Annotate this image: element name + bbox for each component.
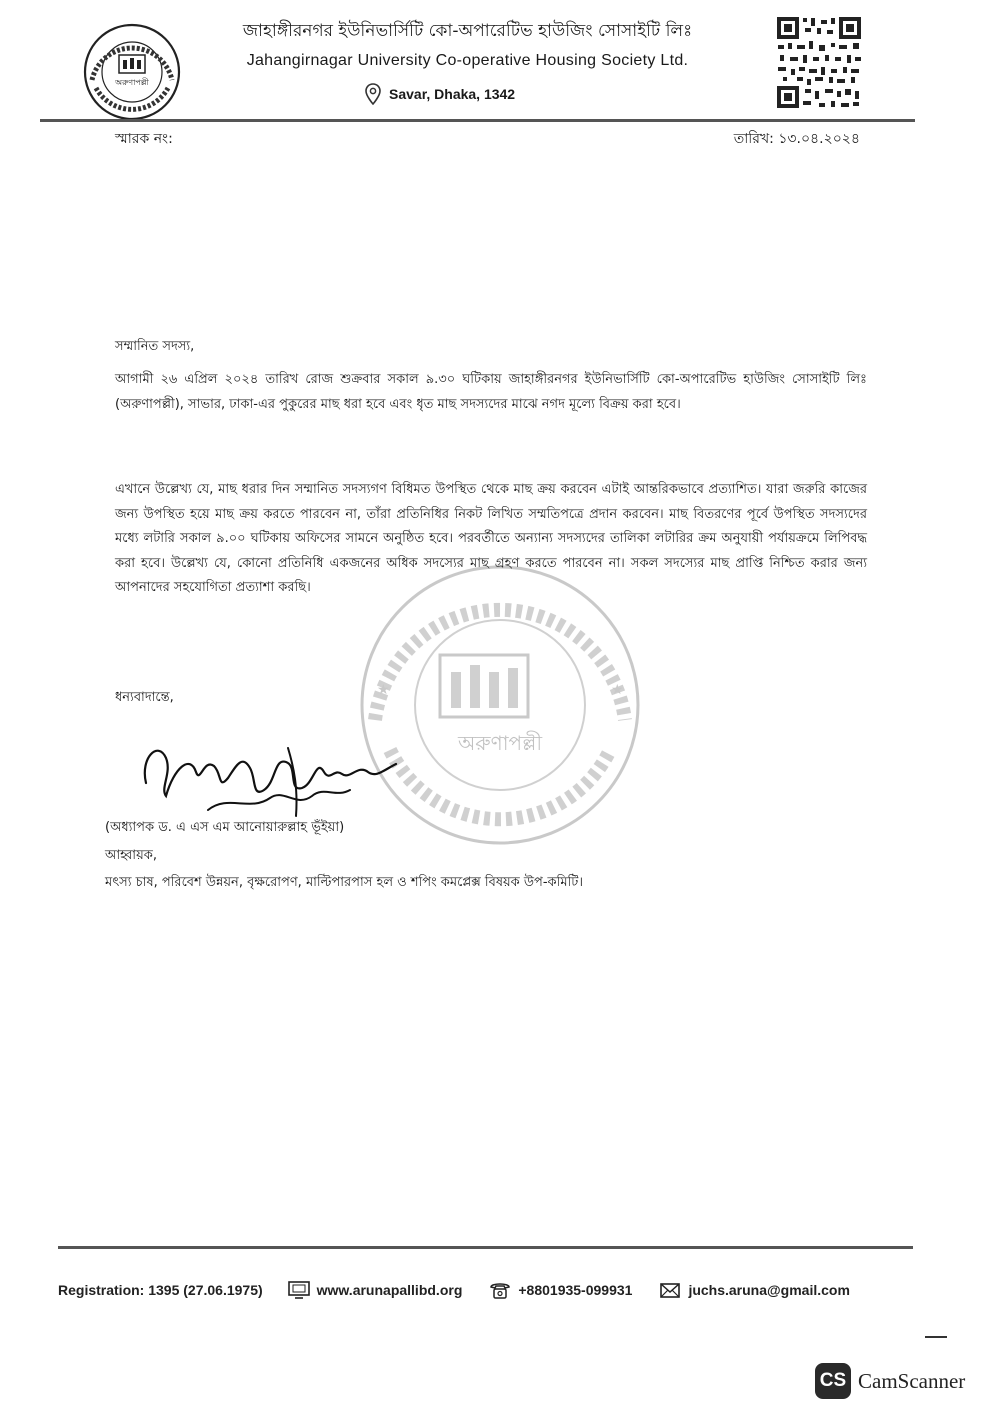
telephone-icon: [488, 1280, 512, 1300]
phone-number[interactable]: +8801935-099931: [518, 1282, 633, 1298]
map-pin-icon: [365, 83, 381, 105]
registration-info: Registration: 1395 (27.06.1975): [58, 1282, 263, 1298]
org-name-bengali: জাহাঙ্গীরনগর ইউনিভার্সিটি কো-অপারেটিভ হাউজিং সোসাইটি লিঃ: [242, 21, 693, 41]
footer-contact-bar: [58, 1275, 938, 1305]
camscanner-watermark: [815, 1363, 965, 1399]
address-row: [365, 82, 515, 106]
header-divider: [40, 119, 915, 122]
website-link[interactable]: www.arunapallibd.org: [316, 1282, 463, 1298]
signatory-name: (অধ্যাপক ড. এ এস এম আনোয়ারুল্লাহ ভূঁইয়া): [105, 820, 345, 835]
signatory-title: আহ্বায়ক,: [105, 848, 157, 863]
salutation: সম্মানিত সদস্য,: [115, 339, 195, 354]
svg-text:★: ★: [377, 682, 390, 698]
monitor-icon: [287, 1280, 311, 1300]
logo-text: অরুণাপল্লী: [115, 78, 149, 87]
reference-number-label: স্মারক নং:: [115, 131, 173, 147]
handwritten-signature: [138, 728, 403, 823]
seal-text: অরুণাপল্লী: [457, 731, 543, 755]
society-logo: [82, 22, 182, 122]
phone-item: [488, 1280, 632, 1300]
address-text: Savar, Dhaka, 1342: [389, 86, 516, 102]
letter-paragraph-1: আগামী ২৬ এপ্রিল ২০২৪ তারিখ রোজ শুক্রবার সকাল ৯.৩০ ঘটিকায় জাহাঙ্গীরনগর ইউনিভার্সিটি কো-অপারেটিভ হাউজিং সোসাইটি লিঃ (অরুণাপল্লী), সাভার, ঢাকা-এর পুকুরের মাছ ধরা হবে এবং ধৃত মাছ সদস্যদের মাঝে নগদ মূল্যে বিক্রয় করা হবে।: [115, 372, 867, 412]
envelope-icon: [658, 1280, 682, 1300]
footer-divider: [58, 1246, 913, 1249]
website-item: [287, 1280, 463, 1300]
letter-date: তারিখ: ১৩.০৪.২০২৪: [733, 131, 860, 147]
closing: ধন্যবাদান্তে,: [115, 690, 174, 705]
svg-text:★: ★: [611, 682, 624, 698]
qr-code: [775, 15, 863, 110]
signatory-committee: মৎস্য চাষ, পরিবেশ উন্নয়ন, বৃক্ষরোপণ, মাল্টিপারপাস হল ও শপিং কমপ্লেক্স বিষয়ক উপ-কমিটি।: [105, 875, 584, 890]
camscanner-label: CamScanner: [858, 1368, 966, 1393]
email-item: [658, 1280, 849, 1300]
camscanner-logo-icon: CS: [815, 1363, 851, 1399]
page-mark: [925, 1336, 947, 1338]
org-name-english: Jahangirnagar University Co-operative Housing Society Ltd.: [246, 52, 689, 69]
email-address[interactable]: juchs.aruna@gmail.com: [688, 1282, 850, 1298]
letter-paragraph-2: এখানে উল্লেখ্য যে, মাছ ধরার দিন সম্মানিত সদস্যগণ বিধিমত উপস্থিত থেকে মাছ ক্রয় করবেন এটাই আন্তরিকভাবে প্রত্যাশিত। যারা জরুরি কাজের জন্য উপস্থিত হয়ে মাছ ক্রয় করতে পারবেন না, তাঁরা প্রতিনিধির নিকট লিখিত সম্মতিপত্রে প্রদান করবেন। মাছ বিতরণের পূর্বে উপস্থিত সদস্যদের মধ্যে লটারি সকাল ৯.০০ ঘটিকায় অফিসের সামনে অনুষ্ঠিত হবে। পরবর্তীতে অন্যান্য সদস্যদের তালিকা লটারির ক্রম অনুযায়ী পর্যায়ক্রমে লিপিবদ্ধ করা হবে। উল্লেখ্য যে, কোনো প্রতিনিধি একজনের অধিক সদস্যের মাছ গ্রহণ করতে পারবেন না। সকল সদস্যের মাছ প্রাপ্তি নিশ্চিত করার জন্য আপনাদের সহযোগিতা প্রত্যাশা করছি।: [115, 482, 867, 595]
